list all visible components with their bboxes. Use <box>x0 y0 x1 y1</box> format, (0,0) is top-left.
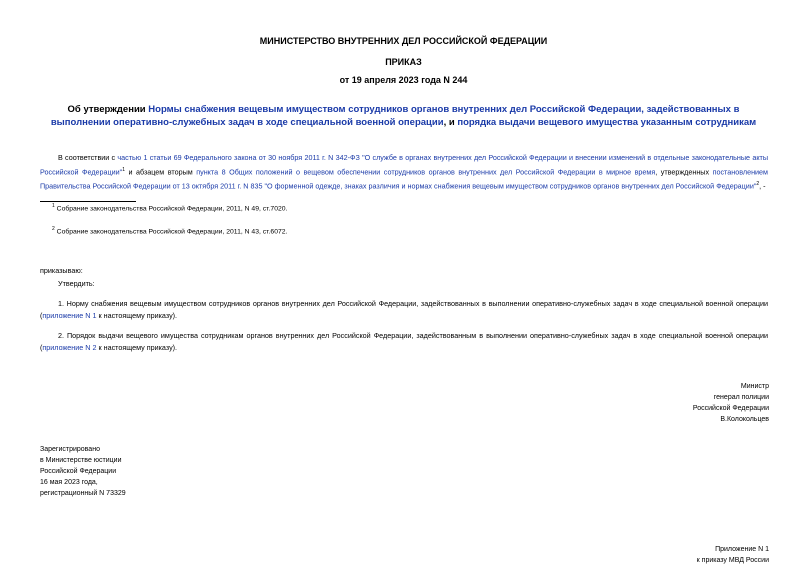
footnote-ref-1[interactable]: 1 <box>122 167 125 173</box>
registration-line-3: Российской Федерации <box>40 468 117 475</box>
prikazyvayu: приказываю: <box>40 266 83 275</box>
footnote-1 <box>52 203 287 212</box>
preamble <box>40 152 768 193</box>
item-1-text: 1. Норму снабжения вещевым имуществом сотрудников органов внутренних дел Российской Федерации, задействованных в выполнении оперативно-служебных задач в ходе специальной военной операции ( <box>40 299 768 320</box>
signature-title: Министр <box>740 383 769 390</box>
title-link-procedure[interactable]: порядка выдачи вещевого имущества указанным сотрудникам <box>457 116 757 128</box>
item-2-end: к настоящему приказу). <box>96 343 178 352</box>
preamble-text-1: В соответствии с <box>58 153 118 162</box>
order-item-2 <box>40 330 768 354</box>
appendix-1-link[interactable]: приложение N 1 <box>42 311 97 320</box>
appendix-line-1: Приложение N 1 <box>715 546 769 553</box>
registration-block <box>40 444 126 499</box>
doc-type: ПРИКАЗ <box>385 57 422 67</box>
signature-country: Российской Федерации <box>692 405 769 412</box>
item-2-text: 2. Порядок выдачи вещевого имущества сотрудникам органов внутренних дел Российской Федерации, задействованным в выполнении оперативно-служебных задач в ходе специальной военной операции ( <box>40 331 768 352</box>
order-item-1 <box>40 298 768 322</box>
preamble-text-2: и абзацем вторым <box>125 167 197 177</box>
preamble-text-3: , утвержденных <box>655 167 713 177</box>
footnote-2-text: Собрание законодательства Российской Федерации, 2011, N 43, ст.6072. <box>56 228 288 236</box>
registration-line-5: регистрационный N 73329 <box>40 490 126 497</box>
registration-line-2: в Министерстве юстиции <box>40 457 122 464</box>
preamble-link-resolution[interactable]: постановлением Правительства Российской Федерации от 13 октября 2011 г. N 835 "О форменной одежде, знаках различия и нормах снабжения вещевым имуществом сотрудников органов внутренних дел Российской Федерации" <box>40 167 768 191</box>
signature-block <box>693 381 769 425</box>
preamble-link-law[interactable]: частью 1 статьи 69 Федерального закона от 30 ноября 2011 г. N 342-ФЗ "О службе в органах внутренних дел Российской Федерации и внесении изменений в отдельные законодательные акты Российской Федерации" <box>40 153 768 177</box>
footnote-1-text: Собрание законодательства Российской Федерации, 2011, N 49, ст.7020. <box>56 205 288 213</box>
title-prefix: Об утверждении <box>67 104 149 115</box>
title-link-norm[interactable]: Нормы снабжения вещевым имуществом сотрудников органов внутренних дел Российской Федерации, задействованных в выполнении оперативно-служебных задач в ходе специальной военной операции <box>50 104 740 128</box>
signature-rank: генерал полиции <box>713 394 769 401</box>
footnote-1-mark: 1 <box>52 203 55 209</box>
item-1-end: к настоящему приказу). <box>96 311 178 320</box>
document-title <box>40 104 767 129</box>
footnote-divider <box>40 201 136 202</box>
title-middle: , и <box>443 116 458 128</box>
registration-line-4: 16 мая 2023 года, <box>40 479 98 486</box>
appendix-line-2: к приказу МВД России <box>696 557 769 564</box>
date-number: от 19 апреля 2023 года N 244 <box>339 75 468 85</box>
appendix-2-link[interactable]: приложение N 2 <box>42 343 97 352</box>
preamble-text-4: , - <box>759 181 766 191</box>
registration-line-1: Зарегистрировано <box>40 446 100 453</box>
appendix-header <box>697 544 769 566</box>
footnote-ref-2[interactable]: 2 <box>756 181 760 188</box>
utverdit: Утвердить: <box>58 279 95 288</box>
footnote-2-mark: 2 <box>52 226 55 232</box>
preamble-link-point8[interactable]: пункта 8 Общих положений о вещевом обеспечении сотрудников органов внутренних дел Российской Федерации в мирное время <box>196 167 656 177</box>
signature-name: В.Колокольцев <box>720 416 769 423</box>
ministry-header: МИНИСТЕРСТВО ВНУТРЕННИХ ДЕЛ РОССИЙСКОЙ ФЕДЕРАЦИИ <box>259 36 548 46</box>
footnote-2 <box>52 226 287 235</box>
